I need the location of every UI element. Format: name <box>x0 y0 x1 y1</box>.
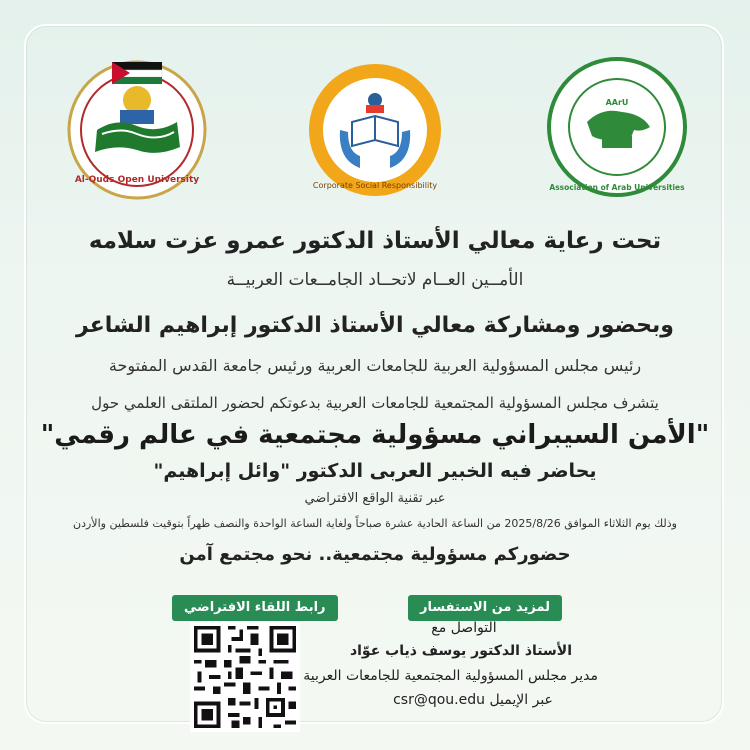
speaker-line: يحاضر فيه الخبير العربى الدكتور "وائل إبراهيم" <box>153 460 597 482</box>
event-title: "الأمن السيبراني مسؤولية مجتمعية في عالم رقمي" <box>40 420 710 450</box>
qr-code[interactable] <box>190 622 300 732</box>
invitation-intro: يتشرف مجلس المسؤولية المجتمعية للجامعات العربية بدعوتكم لحضور الملتقى العلمي حول <box>91 394 659 412</box>
participant-title: رئيس مجلس المسؤولية العربية للجامعات العربية ورئيس جامعة القدس المفتوحة <box>108 356 642 375</box>
contact-email[interactable]: عبر الإيميل csr@qou.edu <box>393 692 553 708</box>
participant-line: وبحضور ومشاركة معالي الأستاذ الدكتور إبراهيم الشاعر <box>76 313 674 338</box>
inquiry-badge: لمزيد من الاستفسار <box>408 595 562 621</box>
svg-text:Corporate Social Responsibilit: Corporate Social Responsibility <box>312 181 438 190</box>
logo-row <box>0 52 750 202</box>
qou-logo <box>62 52 212 202</box>
svg-text:Association of Arab Universiti: Association of Arab Universities <box>549 183 685 192</box>
svg-text:AArU: AArU <box>605 98 629 107</box>
datetime-line: وذلك يوم الثلاثاء الموافق 2025/8/26 من الساعة الحادية عشرة صباحاً ولغاية الساعة الواحدة والنصف ظهراً بتوقيت فلسطين والأردن <box>73 517 677 530</box>
closing-slogan: حضوركم مسؤولية مجتمعية.. نحو مجتمع آمن <box>179 544 571 565</box>
csr-logo <box>300 60 450 210</box>
platform-line: عبر تقنية الواقع الافتراضي <box>304 491 446 506</box>
contact-name: الأستاذ الدكتور يوسف ذياب عوّاد <box>349 643 572 659</box>
patron-line: تحت رعاية معالي الأستاذ الدكتور عمرو عزت سلامه <box>88 228 662 254</box>
svg-text:Al-Quds Open University: Al-Quds Open University <box>74 175 200 185</box>
contact-label: التواصل مع <box>431 620 497 636</box>
virtual-meeting-badge: رابط اللقاء الافتراضي <box>172 595 338 621</box>
patron-title: الأمــين العــام لاتحــاد الجامــعات العربيــة <box>226 270 524 290</box>
contact-title: مدير مجلس المسؤولية المجتمعية للجامعات العربية <box>303 668 598 684</box>
aaru-logo <box>542 52 692 202</box>
